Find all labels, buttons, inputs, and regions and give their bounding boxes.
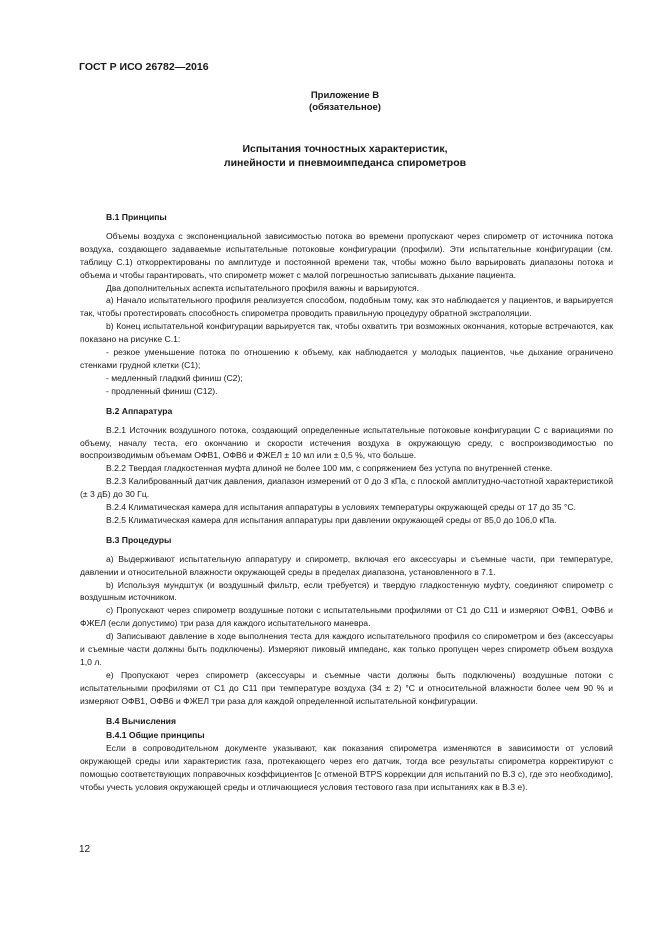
list-item: - резкое уменьшение потока по отношению к объему, как наблюдается у молодых пациентов, чье дыхание ограничено стенками грудной клетки (С1);: [80, 347, 613, 370]
annex-label: Приложение В: [310, 90, 380, 101]
section-heading-b3: В.3 Процедуры: [106, 534, 172, 545]
paragraph: а) Начало испытательного профиля реализуется способом, подобным тому, как это наблюдается у пациентов, и варьируется так, чтобы протестировать способность спирометра проводить правильную процедуру обратной экстраполяции.: [80, 295, 613, 319]
list-item: - продленный финиш (С12).: [106, 385, 218, 396]
paragraph: Если в сопроводительном документе указывают, как показания спирометра изменяются в зависимости от условий окружающей среды или характеристик газа, протекающего через его датчик, тогда все результаты спирометра корректируют с помощью соответствующих поправочных коэффициентов [с отменой BTPS коррекции для испытаний по В.3 с), где это необходимо], чтобы учесть условия окружающей среды и отличающиеся условия тестового газа при испытаниях как в В.3 е).: [80, 743, 613, 793]
paragraph: В.2.3 Калиброванный датчик давления, диапазон измерений от 0 до 3 кПа, с плоской амплитудно-частотной характеристикой (± 3 дБ) до 30 Гц.: [80, 476, 613, 500]
annex-title: [0, 142, 661, 170]
paragraph: b) Конец испытательной конфигурации варьируется так, чтобы охватить три возможных окончания, которые встречаются, как показано на рисунке С.1:: [80, 321, 613, 345]
annex-status: (обязательное): [309, 102, 381, 113]
section-heading-b2: В.2 Аппаратура: [106, 405, 173, 416]
paragraph: d) Записывают давление в ходе выполнения теста для каждого испытательного профиля со спирометром и без (аксессуары и съемные части должны быть подключены). Измеряют пиковый импеданс, как только пропущен через спирометр объем воздуха 1,0 л.: [80, 631, 613, 667]
paragraph: Объемы воздуха с экспоненциальной зависимостью потока во времени пропускают через спирометр от источника потока воздуха, создающего задаваемые испытательные потоковые конфигурации (профили). Эти испытательные конфигурации (см. таблицу С.1) откорректированы по амплитуде и постоянной времени так, чтобы можно было варьировать диапазоны потока и объема и чтобы гарантировать, что спирометр может с малой погрешностью записывать дыхание пациента.: [80, 230, 613, 280]
list-item: - медленный гладкий финиш (С2);: [106, 372, 243, 383]
paragraph: В.2.5 Климатическая камера для испытания аппаратуры при давлении окружающей среды от 85,0 до 106,0 кПа.: [106, 514, 557, 525]
paragraph: а) Выдерживают испытательную аппаратуру и спирометр, включая его аксессуары и съемные части, при температуре, давлении и относительной влажности окружающей среды в пределах диапазона, установленного в 7.1.: [80, 553, 613, 577]
document-body: [80, 210, 613, 794]
subsection-heading-b41: В.4.1 Общие принципы: [106, 729, 205, 740]
paragraph: с) Пропускают через спирометр воздушные потоки с испытательными профилями от С1 до С11 и измеряют ОФВ1, ОФВ6 и ФЖЕЛ (если допустимо) три раза для каждого испытательного маневра.: [80, 605, 613, 629]
paragraph: В.2.2 Твердая гладкостенная муфта длиной не более 100 мм, с сопряжением без уступа по внутренней стенке.: [106, 463, 553, 474]
document-code: ГОСТ Р ИСО 26782—2016: [79, 61, 209, 73]
annex-heading: [0, 90, 661, 114]
paragraph: Два дополнительных аспекта испытательного профиля важны и варьируются.: [106, 282, 420, 293]
section-heading-b4: В.4 Вычисления: [106, 715, 176, 726]
section-heading-b1: В.1 Принципы: [106, 212, 167, 222]
paragraph: е) Пропускают через спирометр (аксессуары и съемные части должны быть подключены) воздушные потоки с испытательными профилями от С1 до С11 при температуре воздуха (34 ± 2) °С и относительной влажности более чем 90 % и измеряют ОФВ1, ОФВ6 и ФЖЕЛ три раза для каждой определенной испытательной конфигурации.: [80, 669, 613, 706]
annex-title-line2: линейности и пневмоимпеданса спирометров: [223, 157, 467, 169]
page-number: 12: [79, 844, 91, 855]
annex-title-line1: Испытания точностных характеристик,: [242, 143, 448, 155]
paragraph: В.2.4 Климатическая камера для испытания аппаратуры в условиях температуры окружающей среды от 17 до 35 °С.: [106, 502, 576, 513]
paragraph: b) Используя мундштук (и воздушный фильтр, если требуется) и твердую гладкостенную муфту, соединяют спирометр с воздушным источником.: [80, 579, 613, 603]
paragraph: В.2.1 Источник воздушного потока, создающий определенные испытательные потоковые конфигурации С с вариациями по объему, началу теста, его окончанию и скорости истечения воздуха в окружающую среду, с воспроизводимостью по воспроизводимым объемам ОФВ1, ОФВ6 и ФЖЕЛ ± 10 мл или ± 0,5 %, что больше.: [80, 424, 613, 461]
